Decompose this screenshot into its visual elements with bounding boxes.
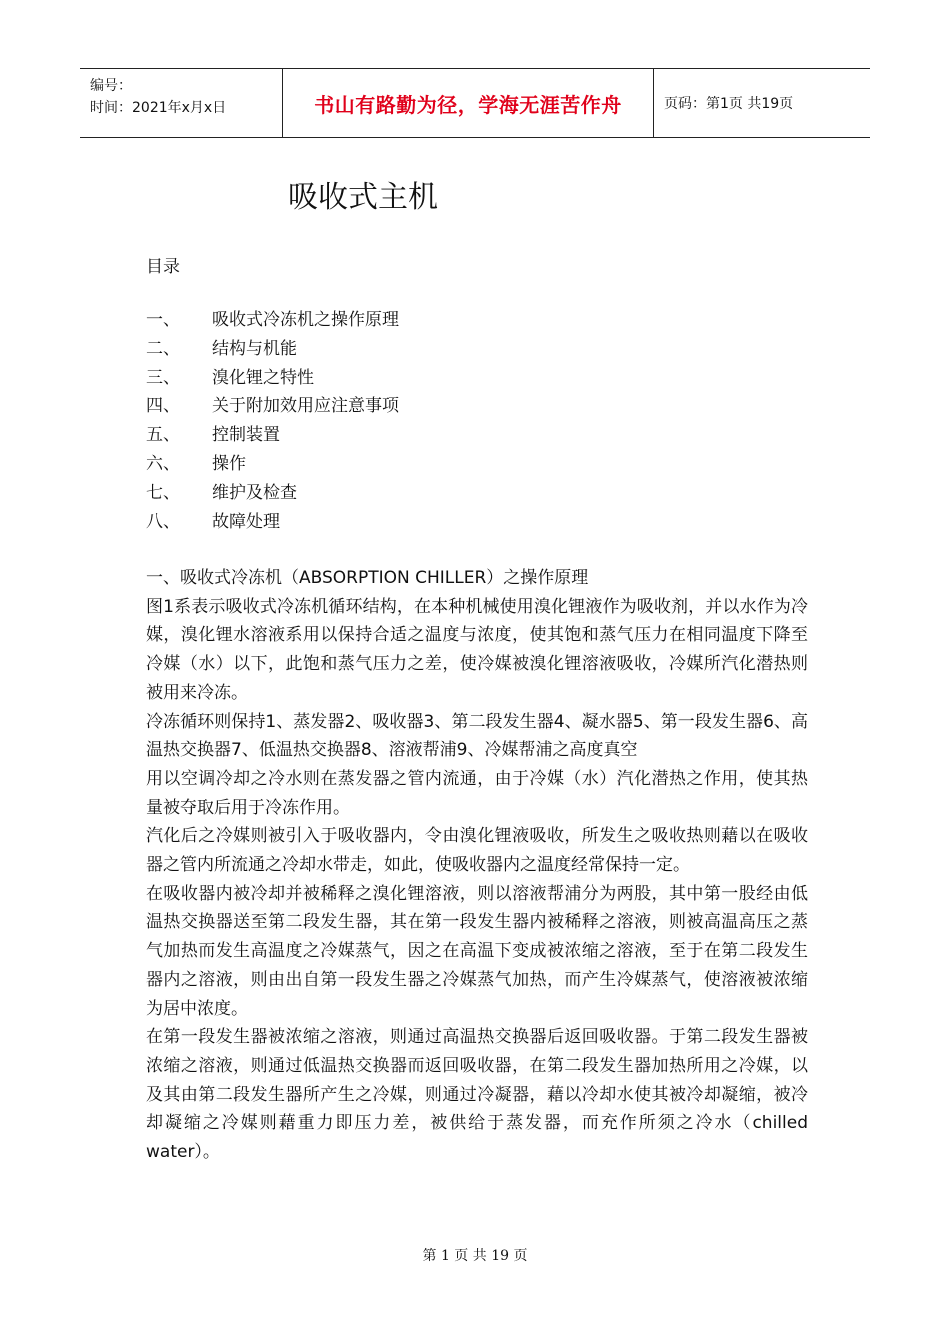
toc-item-number: 六、: [146, 453, 180, 474]
toc-item: [146, 479, 399, 508]
header-page-info: 页码：第1页 共19页: [664, 96, 794, 112]
toc-item-text: 关于附加效用应注意事项: [212, 396, 399, 417]
toc-item-text: 溴化锂之特性: [212, 367, 314, 388]
toc-item: [146, 508, 399, 537]
toc-item-number: 一、: [146, 310, 180, 330]
toc-item-number: 二、: [146, 338, 180, 359]
toc-item-number: 三、: [146, 367, 180, 388]
toc-item: [146, 306, 399, 335]
page-header: [80, 68, 870, 138]
body-paragraph: 在第一段发生器被浓缩之溶液，则通过高温热交换器后返回吸收器。于第二段发生器被浓缩之溶液，则通过低温热交换器而返回吸收器，在第二段发生器加热所用之冷媒，以及其由第二段发生器所产生之冷媒，则通过冷凝器，藉以冷却水使其被冷却凝缩，被冷却凝缩之冷媒则藉重力即压力差，被供给于蒸发器，而充作所须之冷水（chilled water）。: [146, 1027, 808, 1163]
toc-item-text: 吸收式冷冻机之操作原理: [212, 310, 399, 330]
body-paragraph: 在吸收器内被冷却并被稀释之溴化锂溶液，则以溶液帮浦分为两股，其中第一股经由低温热交换器送至第二段发生器，其在第一段发生器内被稀释之溶液，则被高温高压之蒸气加热而发生高温度之冷媒蒸气，因之在高温下变成被浓缩之溶液，至于在第二段发生器内之溶液，则由出自第一段发生器之冷媒蒸气加热，而产生冷媒蒸气，使溶液被浓缩为居中浓度。: [146, 883, 808, 1019]
toc-item: [146, 450, 399, 479]
body-paragraph: 图1系表示吸收式冷冻机循环结构，在本种机械使用溴化锂液作为吸收剂，并以水作为冷媒，溴化锂水溶液系用以保持合适之温度与浓度，使其饱和蒸气压力在相同温度下降至冷媒（水）以下，此饱和蒸气压力之差，使冷媒被溴化锂溶液吸收，冷媒所汽化潜热则被用来冷冻。: [146, 596, 808, 703]
header-meta: [80, 69, 282, 137]
header-motto: 书山有路勤为径，学海无涯苦作舟: [282, 69, 654, 137]
toc-item: [146, 421, 399, 450]
toc-item-text: 控制装置: [212, 425, 280, 446]
toc-item-number: 五、: [146, 425, 180, 446]
body-paragraph: 用以空调冷却之冷水则在蒸发器之管内流通，由于冷媒（水）汽化潜热之作用，使其热量被夺取后用于冷冻作用。: [146, 768, 808, 818]
number-label: 编号：: [90, 78, 132, 94]
toc-heading: 目录: [146, 257, 180, 277]
toc-item: [146, 335, 399, 364]
document-title: 吸收式主机: [288, 180, 438, 215]
toc-item: [146, 392, 399, 421]
section-heading: 一、吸收式冷冻机（ABSORPTION CHILLER）之操作原理: [146, 568, 589, 588]
toc-item-number: 八、: [146, 511, 180, 532]
toc-item-text: 维护及检查: [212, 482, 297, 503]
toc-item-text: 故障处理: [212, 511, 280, 532]
body-paragraph: 冷冻循环则保持1、蒸发器2、吸收器3、第二段发生器4、凝水器5、第一段发生器6、高温热交换器7、低温热交换器8、溶液帮浦9、冷媒帮浦之高度真空: [146, 711, 808, 761]
table-of-contents: [146, 306, 399, 536]
body-paragraph: 汽化后之冷媒则被引入于吸收器内，令由溴化锂液吸收，所发生之吸收热则藉以在吸收器之管内所流通之冷却水带走，如此，使吸收器内之温度经常保持一定。: [146, 826, 808, 876]
date-label: 时间：2021年x月x日: [90, 100, 227, 116]
toc-item-number: 四、: [146, 396, 180, 417]
toc-item-number: 七、: [146, 482, 180, 503]
toc-item-text: 结构与机能: [212, 338, 297, 359]
toc-item: [146, 364, 399, 393]
toc-item-text: 操作: [212, 453, 246, 474]
document-body: [146, 564, 808, 1167]
page-footer: 第 1 页 共 19 页: [422, 1248, 528, 1264]
